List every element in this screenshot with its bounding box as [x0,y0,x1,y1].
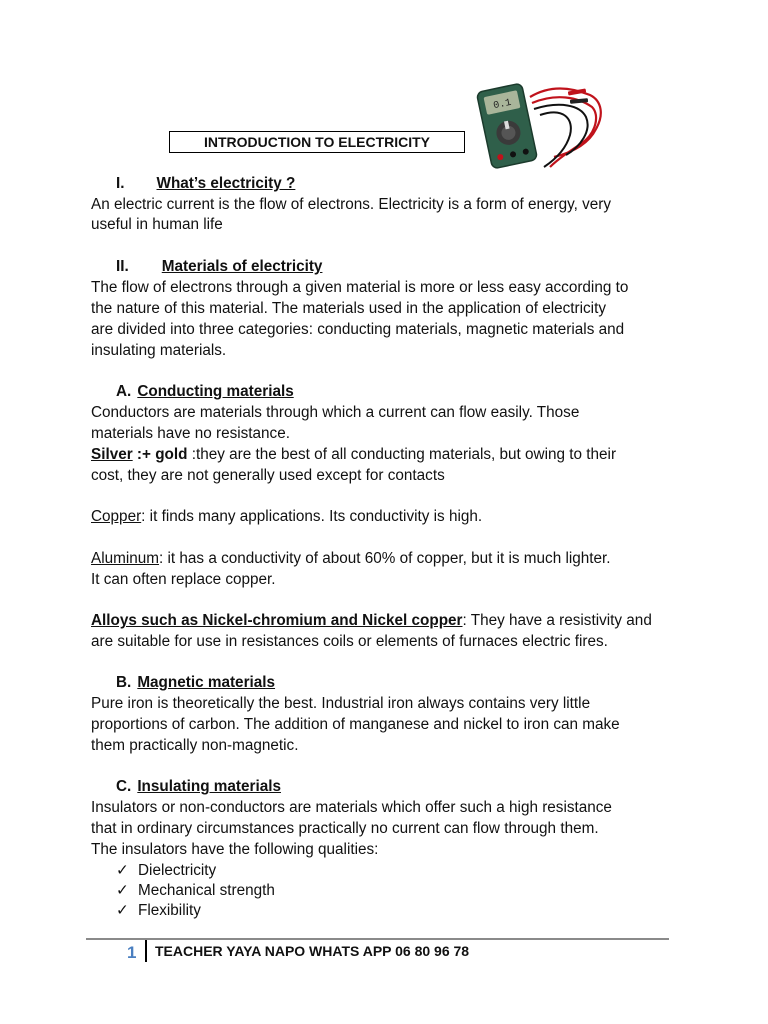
term-aluminum: Aluminum [91,550,160,567]
paragraph-line: them practically non-magnetic. [91,737,299,754]
bullet-text: Mechanical strength [138,882,275,899]
section-heading-a [116,382,294,403]
section-number: A. [116,383,132,400]
term-gold: :+ gold [132,446,188,463]
section-number: II. [116,258,129,275]
bullet-text: Dielectricity [138,862,217,879]
paragraph-line: insulating materials. [91,342,227,359]
footer-separator [145,940,147,962]
paragraph-line: It can often replace copper. [91,571,276,588]
section-heading-c [116,777,281,798]
section-title: What’s electricity ? [156,175,296,192]
section-title: Magnetic materials [137,674,276,691]
copper-text: : it finds many applications. Its conductivity is high. [141,508,483,525]
page-title: INTRODUCTION TO ELECTRICITY [169,131,465,153]
bullet-item [116,881,275,902]
footer-divider [86,938,669,940]
paragraph-line: The flow of electrons through a given material is more or less easy according to [91,279,629,296]
checkmark-icon: ✓ [116,902,129,919]
term-copper: Copper [91,508,142,525]
silver-line [91,445,616,466]
alloys-text: : They have a resistivity and [462,612,652,629]
multimeter-display: 0.1 [492,97,513,113]
aluminum-line [91,549,611,570]
bullet-item [116,901,201,922]
section-heading-1 [116,174,295,195]
paragraph-line: cost, they are not generally used except for contacts [91,467,445,484]
paragraph-line: materials have no resistance. [91,425,290,442]
section-title: Insulating materials [137,778,281,795]
paragraph-line: An electric current is the flow of electrons. Electricity is a form of energy, very [91,196,611,213]
paragraph-line: proportions of carbon. The addition of manganese and nickel to iron can make [91,716,620,733]
paragraph-line: are divided into three categories: conducting materials, magnetic materials and [91,321,625,338]
section-heading-2 [116,257,322,278]
aluminum-text: : it has a conductivity of about 60% of copper, but it is much lighter. [159,550,611,567]
page-number: 1 [127,943,137,962]
footer-text: TEACHER YAYA NAPO WHATS APP 06 80 96 78 [155,943,470,959]
silver-text: :they are the best of all conducting materials, but owing to their [187,446,617,463]
paragraph-line: are suitable for use in resistances coils or elements of furnaces electric fires. [91,633,608,650]
checkmark-icon: ✓ [116,862,129,879]
section-heading-b [116,673,275,694]
multimeter-icon [470,75,608,175]
paragraph-line: Insulators or non-conductors are materials which offer such a high resistance [91,799,612,816]
section-number: I. [116,175,125,192]
term-alloys: Alloys such as Nickel-chromium and Nickel copper [91,612,463,629]
bullet-text: Flexibility [138,902,201,919]
paragraph-line: Pure iron is theoretically the best. Industrial iron always contains very little [91,695,591,712]
paragraph-line: the nature of this material. The materials used in the application of electricity [91,300,606,317]
checkmark-icon: ✓ [116,882,129,899]
section-title: Materials of electricity [161,258,323,275]
section-title: Conducting materials [137,383,294,400]
alloys-line [91,611,652,632]
paragraph-line: The insulators have the following qualities: [91,841,379,858]
paragraph-line: useful in human life [91,216,223,233]
paragraph-line: that in ordinary circumstances practically no current can flow through them. [91,820,599,837]
copper-line [91,507,482,528]
paragraph-line: Conductors are materials through which a current can flow easily. Those [91,404,580,421]
bullet-item [116,861,216,882]
section-number: B. [116,674,132,691]
section-number: C. [116,778,132,795]
term-silver: Silver [91,446,133,463]
